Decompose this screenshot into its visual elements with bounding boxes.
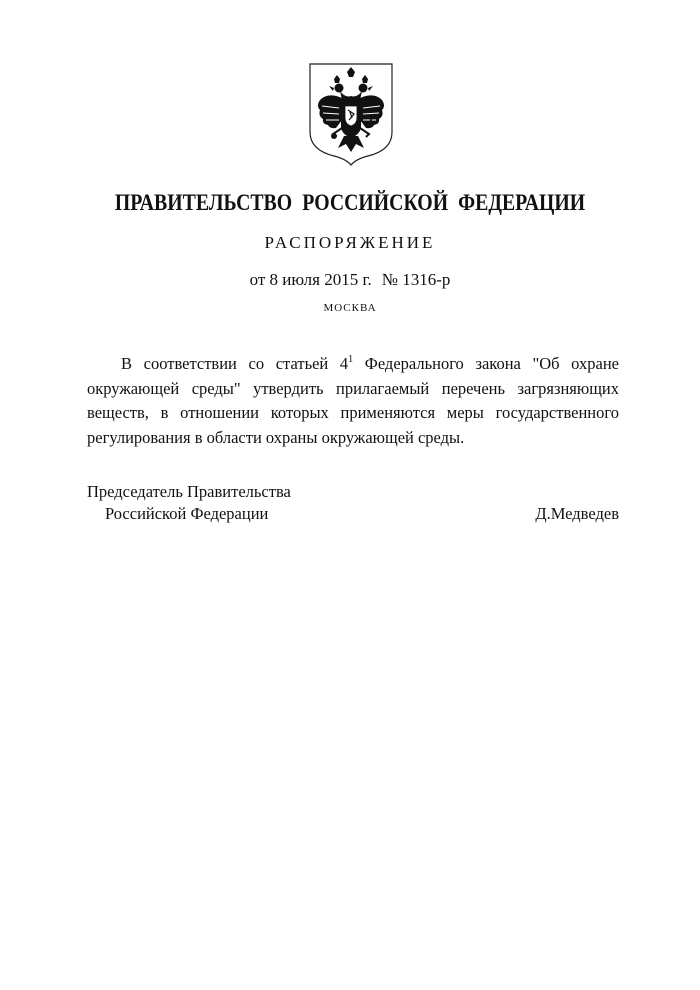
document-place: МОСКВА xyxy=(323,302,377,314)
issuer-title: ПРАВИТЕЛЬСТВО РОССИЙСКОЙ ФЕДЕРАЦИИ xyxy=(114,190,586,215)
signer-position-line2: Российской Федерации xyxy=(105,504,269,523)
article-superscript: 1 xyxy=(348,353,354,365)
body-text-rest: Федерального закона "Об охране окружающей среды" утвердить прилагаемый перечень загрязняющих веществ, в отношении которых применяются меры государственного регулирования в области охраны окружающей среды. xyxy=(87,354,619,447)
signer-position-line2-row xyxy=(87,503,619,525)
document-type: РАСПОРЯЖЕНИЕ xyxy=(264,233,436,252)
document-number: № 1316-р xyxy=(381,270,451,289)
signature-block xyxy=(87,481,619,525)
signer-position-line1: Председатель Правительства xyxy=(87,482,291,501)
body-text-start: В соответствии со статьей 4 xyxy=(121,354,349,373)
body-paragraph xyxy=(87,352,619,450)
coat-of-arms-icon xyxy=(306,62,396,166)
signer-name: Д.Медведев xyxy=(535,504,619,523)
document-date-line xyxy=(0,270,700,290)
document-date: от 8 июля 2015 г. xyxy=(249,270,372,289)
